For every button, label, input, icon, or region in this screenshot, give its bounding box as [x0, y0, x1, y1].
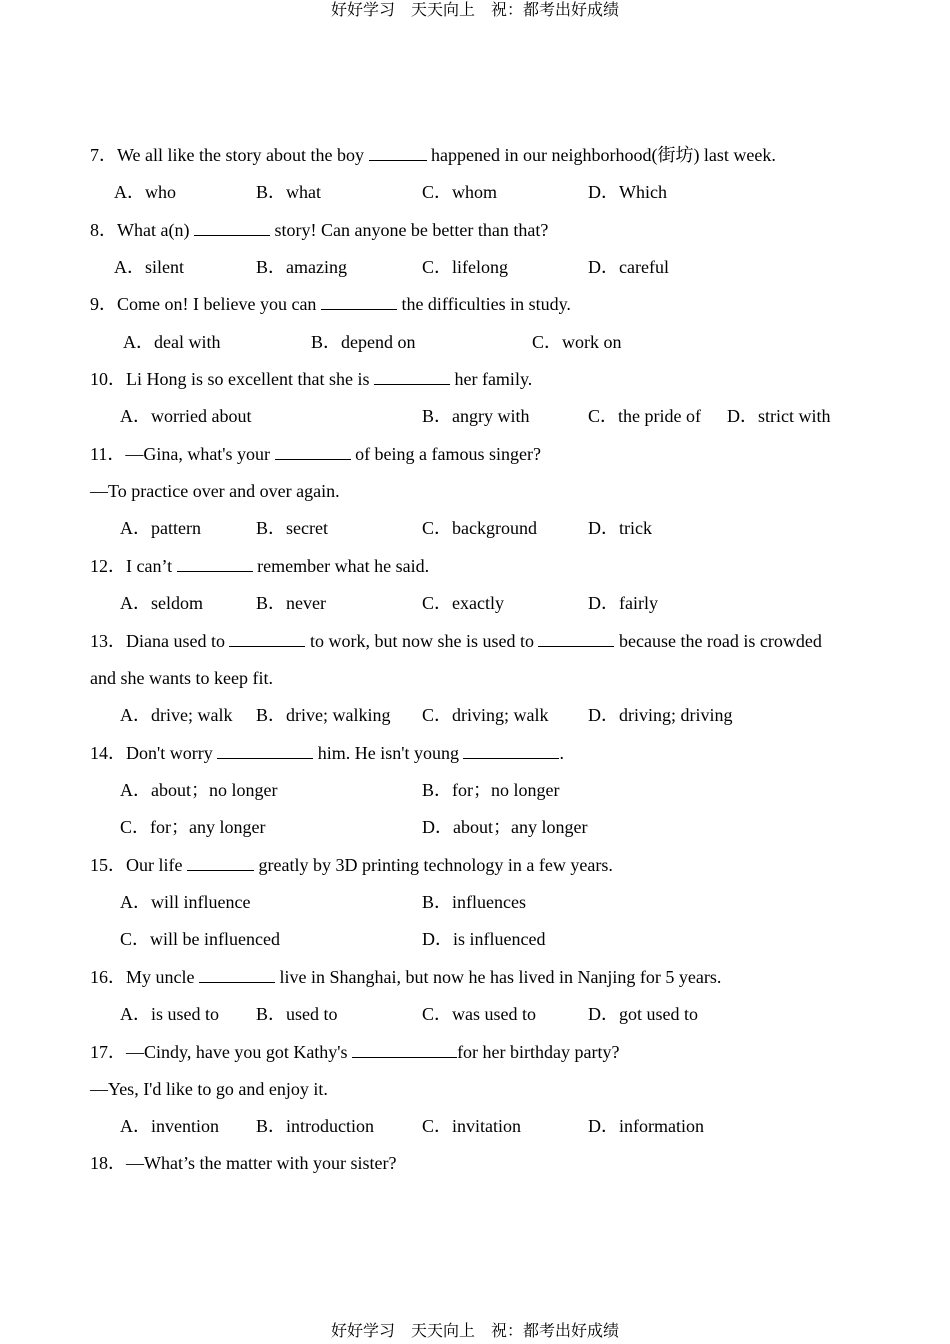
- question-10-stem-end: her family.: [449, 369, 533, 389]
- option-d: D．careful: [588, 257, 669, 277]
- question-7: [90, 143, 776, 167]
- option-c: C．background: [422, 518, 537, 538]
- question-13-stem-end: because the road is crowded: [614, 631, 822, 651]
- option-c: C．whom: [422, 182, 498, 202]
- question-9: [90, 292, 571, 316]
- blank: [187, 854, 254, 871]
- option-b: B．influences: [422, 892, 526, 912]
- question-14-stem: 14．Don't worry: [90, 743, 218, 763]
- option-c: C．exactly: [422, 593, 504, 613]
- question-18: 18．—What’s the matter with your sister?: [90, 1153, 397, 1173]
- option-a: A．who: [114, 182, 176, 202]
- option-b: B．introduction: [256, 1116, 374, 1136]
- question-9-stem: 9．Come on! I believe you can: [90, 294, 321, 314]
- blank: [199, 966, 275, 983]
- blank: [194, 219, 270, 236]
- option-b: B．amazing: [256, 257, 347, 277]
- question-11: [90, 442, 541, 466]
- blank: [463, 742, 559, 759]
- option-a: A．seldom: [120, 593, 203, 613]
- question-13-stem: 13．Diana used to: [90, 631, 230, 651]
- question-10-stem: 10．Li Hong is so excellent that she is: [90, 369, 374, 389]
- option-b: B．drive; walking: [256, 705, 391, 725]
- question-13-stem-mid: to work, but now she is used to: [305, 631, 539, 651]
- question-15-stem-end: greatly by 3D printing technology in a few years.: [253, 855, 613, 875]
- blank: [352, 1041, 457, 1058]
- question-12: [90, 554, 429, 578]
- option-d: D．Which: [588, 182, 667, 202]
- question-10: [90, 367, 532, 391]
- option-c: C．lifelong: [422, 257, 508, 277]
- question-15-stem: 15．Our life: [90, 855, 187, 875]
- option-c: C．for；any longer: [120, 817, 266, 837]
- option-a: A．drive; walk: [120, 705, 233, 725]
- option-b: B．depend on: [311, 332, 416, 352]
- question-9-stem-end: the difficulties in study.: [396, 294, 571, 314]
- question-17: [90, 1040, 620, 1064]
- blank: [217, 742, 313, 759]
- option-a: A．about；no longer: [120, 780, 278, 800]
- option-a: A．pattern: [120, 518, 201, 538]
- question-17-reply: —Yes, I'd like to go and enjoy it.: [90, 1079, 328, 1099]
- option-a: A．silent: [114, 257, 184, 277]
- blank: [321, 293, 397, 310]
- option-d: D．strict with: [727, 406, 831, 426]
- question-15: [90, 853, 613, 877]
- question-8: [90, 218, 548, 242]
- blank: [275, 443, 351, 460]
- option-a: A．invention: [120, 1116, 219, 1136]
- option-b: B．angry with: [422, 406, 530, 426]
- option-d: D．about；any longer: [422, 817, 588, 837]
- question-17-stem-end: for her birthday party?: [457, 1042, 620, 1062]
- option-b: B．what: [256, 182, 321, 202]
- question-14-stem-end: .: [559, 743, 564, 763]
- question-8-stem-end: story! Can anyone be better than that?: [269, 220, 549, 240]
- option-c: C．work on: [532, 332, 622, 352]
- question-11-stem-end: of being a famous singer?: [350, 444, 542, 464]
- question-12-stem-end: remember what he said.: [252, 556, 430, 576]
- question-17-stem: 17．—Cindy, have you got Kathy's: [90, 1042, 353, 1062]
- option-c: C．the pride of: [588, 406, 701, 426]
- option-a: A．will influence: [120, 892, 251, 912]
- blank: [177, 555, 253, 572]
- question-7-stem-end: happened in our neighborhood(街坊) last week.: [426, 145, 776, 165]
- question-16-stem-end: live in Shanghai, but now he has lived in Nanjing for 5 years.: [274, 967, 722, 987]
- blank: [369, 144, 427, 161]
- option-d: D．got used to: [588, 1004, 698, 1024]
- option-c: C．driving; walk: [422, 705, 549, 725]
- option-a: A．deal with: [123, 332, 221, 352]
- question-11-reply: —To practice over and over again.: [90, 481, 340, 501]
- question-14-stem-mid: him. He isn't young: [313, 743, 464, 763]
- question-16: [90, 965, 721, 989]
- blank: [229, 630, 305, 647]
- page-header: 好好学习 天天向上 祝：都考出好成绩: [330, 0, 619, 19]
- option-a: A．is used to: [120, 1004, 219, 1024]
- page-footer: 好好学习 天天向上 祝：都考出好成绩: [330, 1321, 619, 1340]
- option-d: D．fairly: [588, 593, 658, 613]
- option-d: D．driving; driving: [588, 705, 733, 725]
- option-b: B．used to: [256, 1004, 338, 1024]
- blank: [374, 368, 450, 385]
- question-13-continued: and she wants to keep fit.: [90, 668, 273, 688]
- question-8-stem: 8．What a(n): [90, 220, 194, 240]
- option-b: B．for；no longer: [422, 780, 560, 800]
- question-13: [90, 629, 822, 653]
- question-16-stem: 16．My uncle: [90, 967, 199, 987]
- option-d: D．is influenced: [422, 929, 546, 949]
- question-7-stem: 7．We all like the story about the boy: [90, 145, 369, 165]
- question-14: [90, 741, 564, 765]
- option-a: A．worried about: [120, 406, 252, 426]
- option-d: D．trick: [588, 518, 652, 538]
- question-11-stem: 11．—Gina, what's your: [90, 444, 275, 464]
- option-c: C．will be influenced: [120, 929, 280, 949]
- option-c: C．was used to: [422, 1004, 536, 1024]
- blank: [538, 630, 614, 647]
- question-12-stem: 12．I can’t: [90, 556, 177, 576]
- option-c: C．invitation: [422, 1116, 521, 1136]
- option-b: B．secret: [256, 518, 328, 538]
- option-b: B．never: [256, 593, 326, 613]
- option-d: D．information: [588, 1116, 704, 1136]
